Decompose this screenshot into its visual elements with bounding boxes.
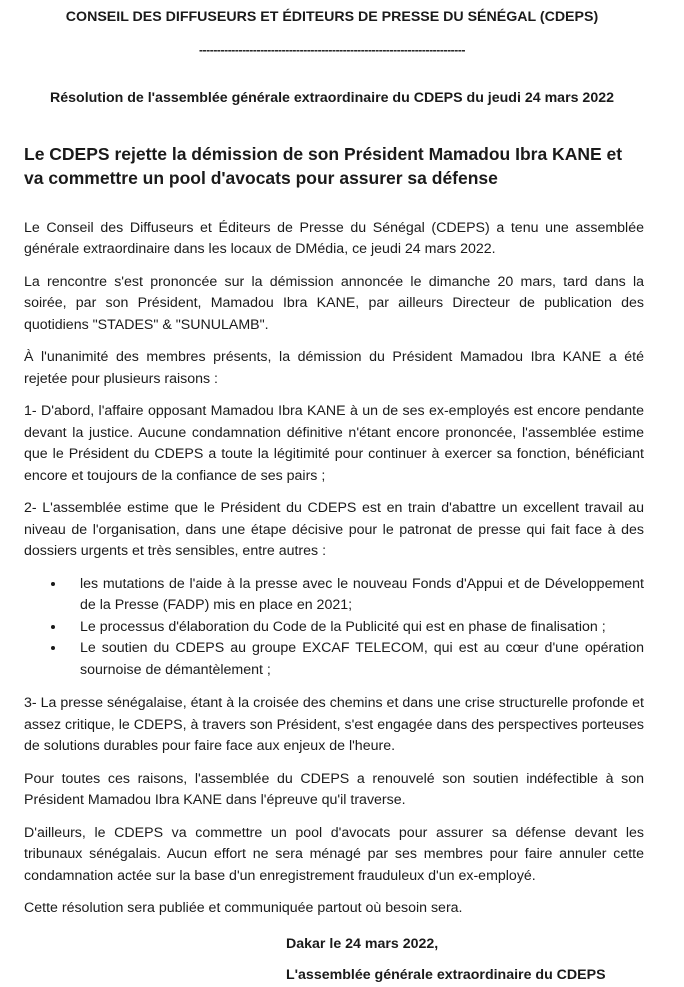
paragraph-reason-2: 2- L'assemblée estime que le Président du CDEPS est en train d'abattre un excellent travail au niveau de l'organisation, dans une étape décisive pour le patronat de presse qui fait face à des dossiers urgents et très sensibles, entre autres : [24, 500, 644, 559]
reasons-list [24, 574, 644, 682]
list-item: • les mutations de l'aide à la presse avec le nouveau Fonds d'Appui et de Développement de la Presse (FADP) mis en place en 2021; [66, 574, 644, 617]
resolution-title: Résolution de l'assemblée générale extraordinaire du CDEPS du jeudi 24 mars 2022 [50, 90, 614, 106]
document-body [20, 218, 644, 920]
organization-title: CONSEIL DES DIFFUSEURS ET ÉDITEURS DE PRESSE DU SÉNÉGAL (CDEPS) [65, 9, 599, 25]
paragraph-intro: Le Conseil des Diffuseurs et Éditeurs de Presse du Sénégal (CDEPS) a tenu une assemblée générale extraordinaire dans les locaux de DMédia, ce jeudi 24 mars 2022. [24, 219, 644, 257]
list-item: • Le processus d'élaboration du Code de la Publicité qui est en phase de finalisation ; [66, 617, 644, 639]
signature-signatory: L'assemblée générale extraordinaire du CDEPS [286, 967, 606, 983]
paragraph-publication: Cette résolution sera publiée et communiquée partout où besoin sera. [24, 900, 463, 916]
list-item: • Le soutien du CDEPS au groupe EXCAF TELECOM, qui est au cœur d'une opération sournoise de démantèlement ; [66, 638, 644, 681]
paragraph-reason-1: 1- D'abord, l'affaire opposant Mamadou Ibra KANE à un de ses ex-employés est encore pendante devant la justice. Aucune condamnation définitive n'étant encore prononcée, l'assemblée estime que le Président du CDEPS a toute la légitimité pour continuer à exercer sa fonction, bénéficiant encore et toujours de la confiance de ses pairs ; [24, 403, 644, 484]
paragraph-support: Pour toutes ces raisons, l'assemblée du CDEPS a renouvelé son soutien indéfectible à son Président Mamadou Ibra KANE dans l'épreuve qu'il traverse. [24, 770, 644, 808]
paragraph-meeting: La rencontre s'est prononcée sur la démission annoncée le dimanche 20 mars, tard dans la soirée, par son Président, Mamadou Ibra KANE, par ailleurs Directeur de publication des quotidiens "STADES" & "SUNULAMB". [24, 273, 644, 333]
paragraph-lawyers: D'ailleurs, le CDEPS va commettre un pool d'avocats pour assurer sa défense devant les tribunaux sénégalais. Aucun effort ne sera ménagé par ses membres pour faire annuler cette condamnation actée sur la base d'un enregistrement frauduleux d'un ex-employé. [24, 824, 644, 884]
paragraph-reason-3: 3- La presse sénégalaise, étant à la croisée des chemins et dans une crise structurelle profonde et assez critique, le CDEPS, à travers son Président, s'est engagée dans des perspectives porteuses de solutions durables pour faire face aux enjeux de l'heure. [24, 695, 644, 754]
headline: Le CDEPS rejette la démission de son Président Mamadou Ibra KANE et va commettre un pool d'avocats pour assurer sa défense [24, 143, 623, 188]
separator-line: -------------------------------------------------------------------------- [198, 43, 466, 57]
paragraph-rejection: À l'unanimité des membres présents, la démission du Président Mamadou Ibra KANE a été rejetée pour plusieurs raisons : [24, 349, 644, 387]
signature-place-date: Dakar le 24 mars 2022, [286, 935, 439, 952]
